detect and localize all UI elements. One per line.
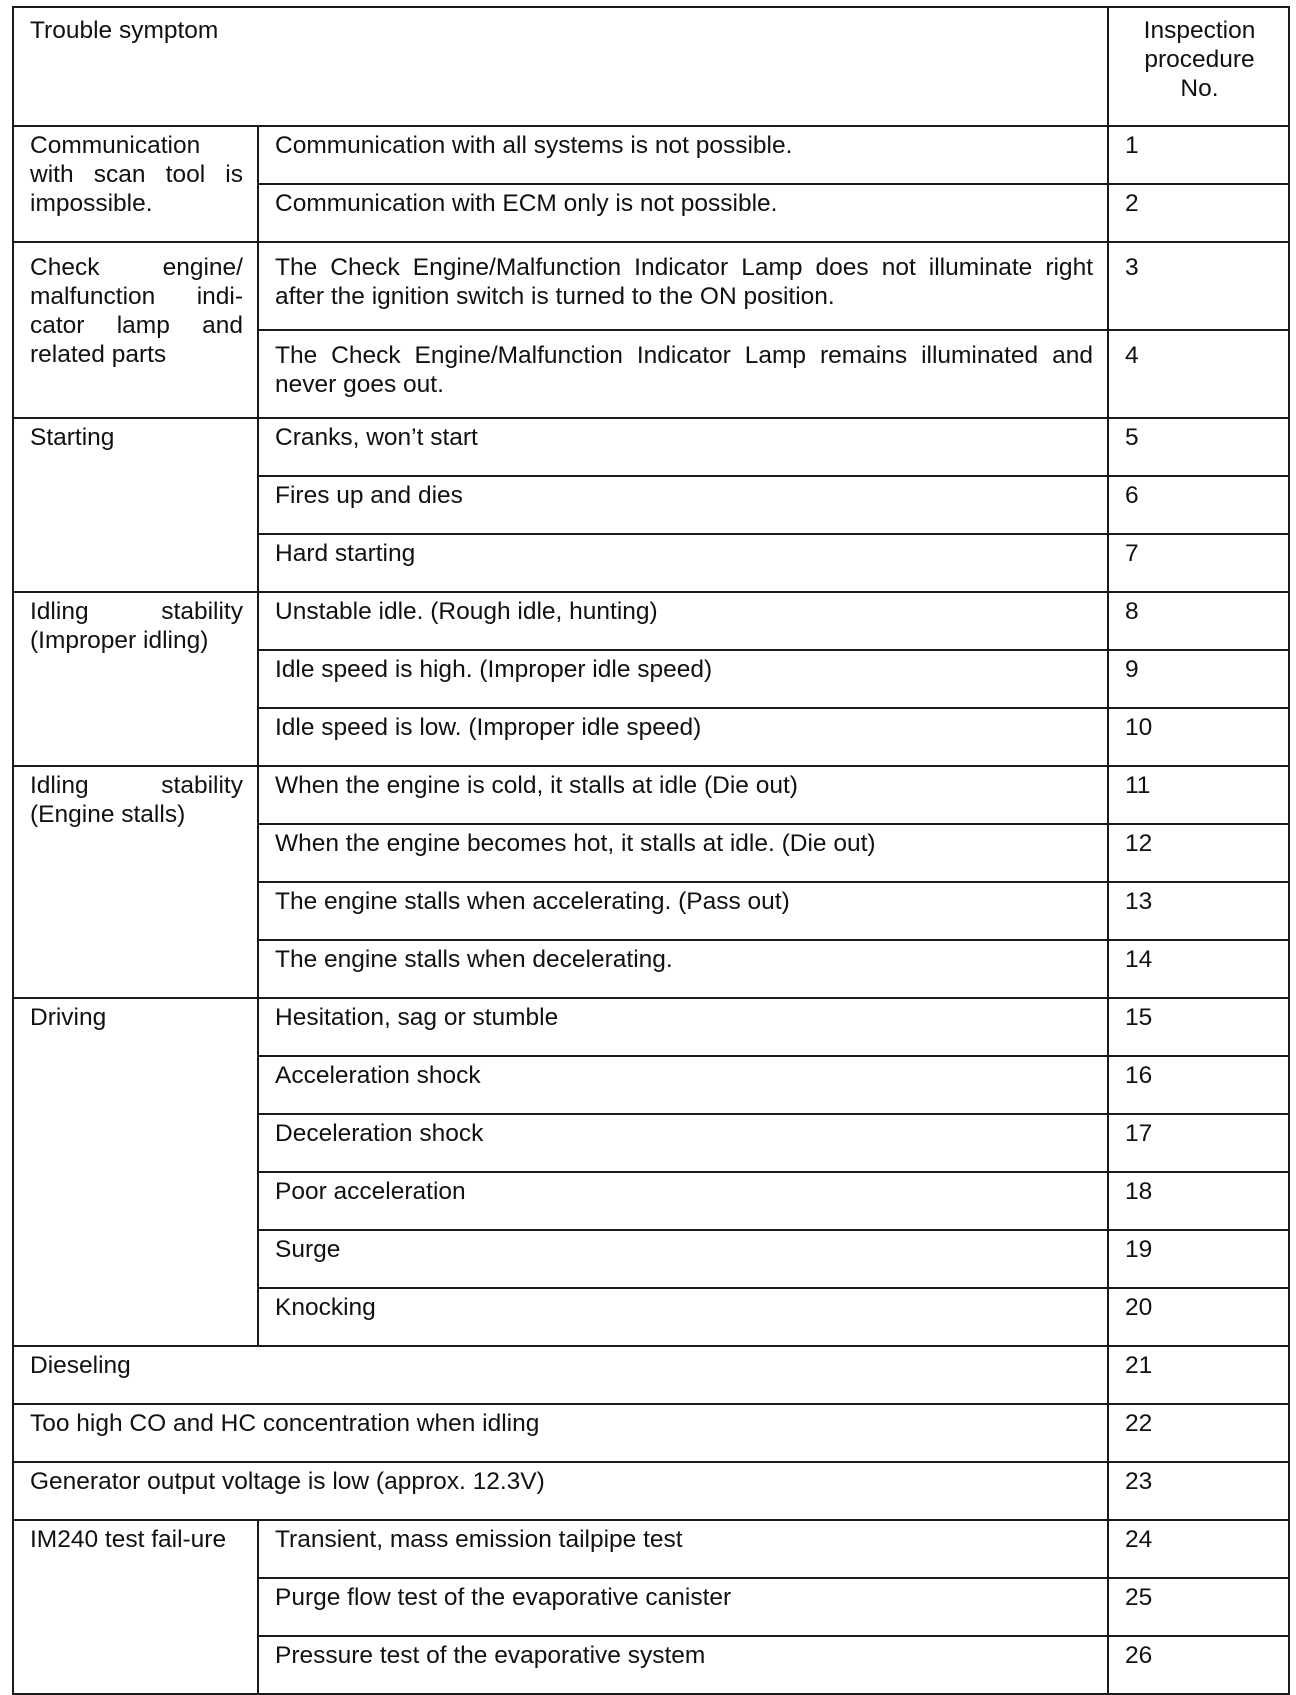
procedure-number: 9 (1108, 650, 1289, 708)
procedure-number: 24 (1108, 1520, 1289, 1578)
procedure-number: 7 (1108, 534, 1289, 592)
category-improper-idling: Idling stability (Improper idling) (13, 592, 258, 766)
procedure-number: 26 (1108, 1636, 1289, 1694)
procedure-number: 23 (1108, 1462, 1289, 1520)
procedure-number: 4 (1108, 330, 1289, 418)
procedure-number: 8 (1108, 592, 1289, 650)
symptom-high-co-hc: Too high CO and HC concentration when idling (13, 1404, 1108, 1462)
procedure-number: 12 (1108, 824, 1289, 882)
table-row (13, 766, 1289, 824)
procedure-number: 13 (1108, 882, 1289, 940)
symptom-cell: Knocking (258, 1288, 1108, 1346)
header-trouble-symptom: Trouble symptom (13, 7, 1108, 126)
symptom-cell: Acceleration shock (258, 1056, 1108, 1114)
symptom-cell: Poor acceleration (258, 1172, 1108, 1230)
procedure-number: 22 (1108, 1404, 1289, 1462)
procedure-number: 18 (1108, 1172, 1289, 1230)
procedure-number: 10 (1108, 708, 1289, 766)
procedure-number: 15 (1108, 998, 1289, 1056)
symptom-cell: Idle speed is high. (Improper idle speed) (258, 650, 1108, 708)
procedure-number: 11 (1108, 766, 1289, 824)
category-im240: IM240 test fail-ure (13, 1520, 258, 1694)
symptom-cell: Transient, mass emission tailpipe test (258, 1520, 1108, 1578)
procedure-number: 5 (1108, 418, 1289, 476)
symptom-cell: Fires up and dies (258, 476, 1108, 534)
procedure-number: 16 (1108, 1056, 1289, 1114)
symptom-cell: Cranks, won’t start (258, 418, 1108, 476)
category-driving: Driving (13, 998, 258, 1346)
symptom-cell: The engine stalls when decelerating. (258, 940, 1108, 998)
procedure-number: 3 (1108, 242, 1289, 330)
table-row (13, 1346, 1289, 1404)
table-row (13, 418, 1289, 476)
symptom-dieseling: Dieseling (13, 1346, 1108, 1404)
symptom-cell: Deceleration shock (258, 1114, 1108, 1172)
table-row (13, 1462, 1289, 1520)
symptom-cell: Hard starting (258, 534, 1108, 592)
procedure-number: 17 (1108, 1114, 1289, 1172)
procedure-number: 14 (1108, 940, 1289, 998)
symptom-cell: Communication with ECM only is not possible. (258, 184, 1108, 242)
symptom-cell: Hesitation, sag or stumble (258, 998, 1108, 1056)
category-communication: Communication with scan tool is impossible. (13, 126, 258, 242)
symptom-cell: Surge (258, 1230, 1108, 1288)
symptom-cell: Idle speed is low. (Improper idle speed) (258, 708, 1108, 766)
procedure-number: 6 (1108, 476, 1289, 534)
procedure-number: 2 (1108, 184, 1289, 242)
header-procedure-line3: No. (1180, 75, 1219, 102)
procedure-number: 21 (1108, 1346, 1289, 1404)
category-check-engine-lamp: Check engine/ malfunction indi-cator lamp and related parts (13, 242, 258, 418)
procedure-number: 20 (1108, 1288, 1289, 1346)
procedure-number: 25 (1108, 1578, 1289, 1636)
symptom-cell: When the engine is cold, it stalls at idle (Die out) (258, 766, 1108, 824)
table-row (13, 592, 1289, 650)
symptom-cell: The Check Engine/Malfunction Indicator Lamp does not illuminate right after the ignition switch is turned to the ON position. (258, 242, 1108, 330)
header-procedure-line2: procedure (1144, 46, 1255, 73)
symptom-cell: The engine stalls when accelerating. (Pass out) (258, 882, 1108, 940)
symptom-cell: Pressure test of the evaporative system (258, 1636, 1108, 1694)
symptom-cell: Purge flow test of the evaporative canister (258, 1578, 1108, 1636)
procedure-number: 19 (1108, 1230, 1289, 1288)
procedure-number: 1 (1108, 126, 1289, 184)
table-row (13, 242, 1289, 330)
symptom-generator-voltage-low: Generator output voltage is low (approx. 12.3V) (13, 1462, 1108, 1520)
table-header-row (13, 7, 1289, 126)
category-starting: Starting (13, 418, 258, 592)
category-engine-stalls: Idling stability (Engine stalls) (13, 766, 258, 998)
symptom-cell: Communication with all systems is not possible. (258, 126, 1108, 184)
header-procedure-line1: Inspection (1143, 17, 1256, 44)
table-row (13, 1520, 1289, 1578)
table-row (13, 126, 1289, 184)
table-row (13, 1404, 1289, 1462)
trouble-symptom-chart (12, 6, 1288, 1669)
symptom-table (12, 6, 1290, 1695)
symptom-cell: Unstable idle. (Rough idle, hunting) (258, 592, 1108, 650)
header-inspection-procedure-no (1108, 7, 1289, 126)
symptom-cell: When the engine becomes hot, it stalls at idle. (Die out) (258, 824, 1108, 882)
table-row (13, 998, 1289, 1056)
symptom-cell: The Check Engine/Malfunction Indicator Lamp remains illuminated and never goes out. (258, 330, 1108, 418)
